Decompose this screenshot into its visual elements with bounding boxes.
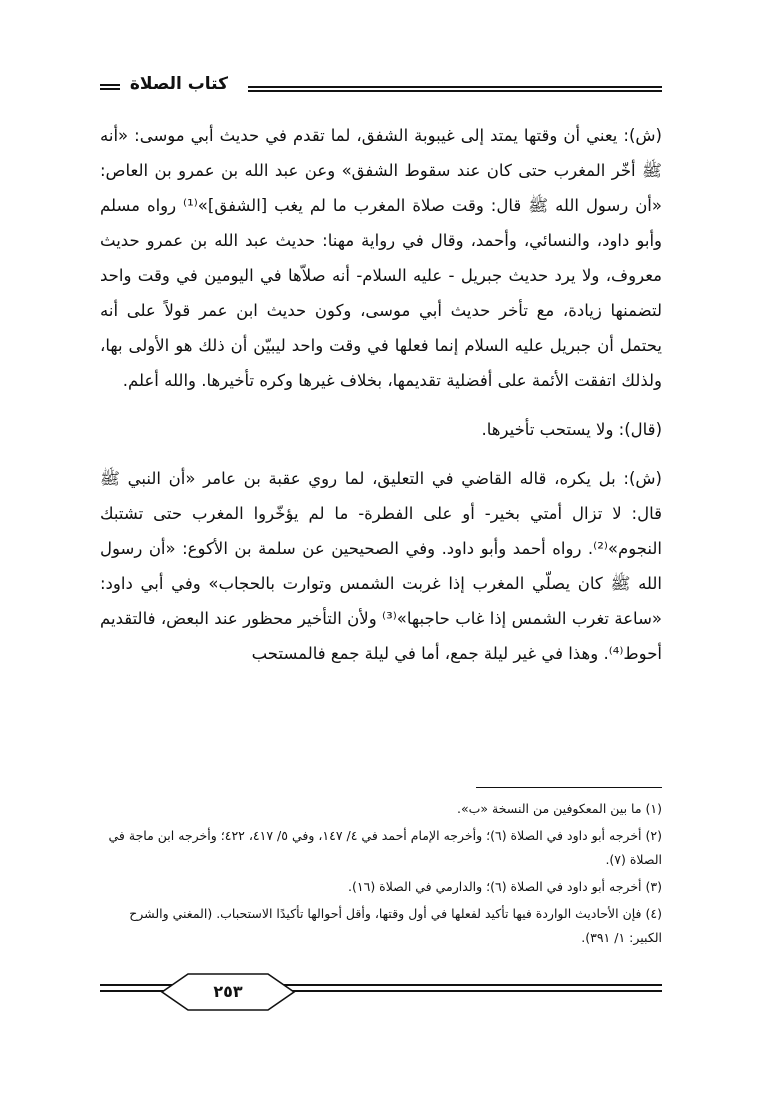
footnote-2: (٢) أخرجه أبو داود في الصلاة (٦)؛ وأخرجه الإمام أحمد في ٤/ ١٤٧، وفي ٥/ ٤١٧، ٤٢٢؛ وأخرجه ابن ماجة في الصلاة (٧). [108, 828, 662, 867]
main-text [100, 118, 662, 671]
header-ornament [100, 84, 120, 90]
running-header-title: كتاب الصلاة [129, 74, 228, 94]
commentary-paragraph: (ش): بل يكره، قاله القاضي في التعليق، لما روي عقبة بن عامر «أن النبي ﷺ قال: لا تزال أمتي بخير- أو على الفطرة- ما لم يؤخّروا المغرب حتى تشتبك النجوم»⁽²⁾. رواه أحمد وأبو داود. وفي الصحيحين عن سلمة بن الأكوع: «أن رسول الله ﷺ كان يصلّي المغرب إذا غربت الشمس وتوارت بالحجاب» وفي أبي داود: «ساعة تغرب الشمس إذا غاب حاجبها»⁽³⁾ ولأن التأخير محظور عند البعض، فالتقديم أحوط⁽⁴⁾. وهذا في غير ليلة جمع، أما في ليلة جمع فالمستحب [100, 469, 662, 663]
footnote-separator [476, 787, 662, 788]
footnote-3: (٣) أخرجه أبو داود في الصلاة (٦)؛ والدارمي في الصلاة (١٦). [348, 879, 662, 894]
header-rule [248, 86, 662, 92]
footnotes [100, 797, 662, 953]
footnote-1: (١) ما بين المعكوفين من النسخة «ب». [457, 801, 662, 816]
commentary-paragraph: (ش): يعني أن وقتها يمتد إلى غيبوبة الشفق، لما تقدم في حديث أبي موسى: «أنه ﷺ أخّر المغرب حتى كان عند سقوط الشفق» وعن عبد الله بن عمرو بن العاص: «أن رسول الله ﷺ قال: وقت صلاة المغرب ما لم يغب [الشفق]»⁽¹⁾ رواه مسلم وأبو داود، والنسائي، وأحمد، وقال في رواية مهنا: حديث عبد الله بن عمرو حديث معروف، ولا يرد حديث جبريل - عليه السلام- أنه صلاّها في اليومين في وقت واحد لتضمنها زيادة، مع تأخر حديث أبي موسى، وكون حديث ابن عمر قولاً على أنه يحتمل أن جبريل عليه السلام إنما فعلها في وقت واحد ليبيّن أن ذلك هو الأولى بها، ولذلك اتفقت الأئمة على أفضلية تقديمها، بخلاف غيرها وكره تأخيرها. والله أعلم. [100, 126, 662, 390]
matn-paragraph: (قال): ولا يستحب تأخيرها. [481, 420, 662, 439]
footnote-4: (٤) فإن الأحاديث الواردة فيها تأكيد لفعلها في أول وقتها، وأقل أحوالها تأكيدًا الاستحباب. (المغني والشرح الكبير: ١/ ٣٩١). [129, 906, 662, 945]
page-number: ٢٥٣ [213, 982, 243, 1001]
